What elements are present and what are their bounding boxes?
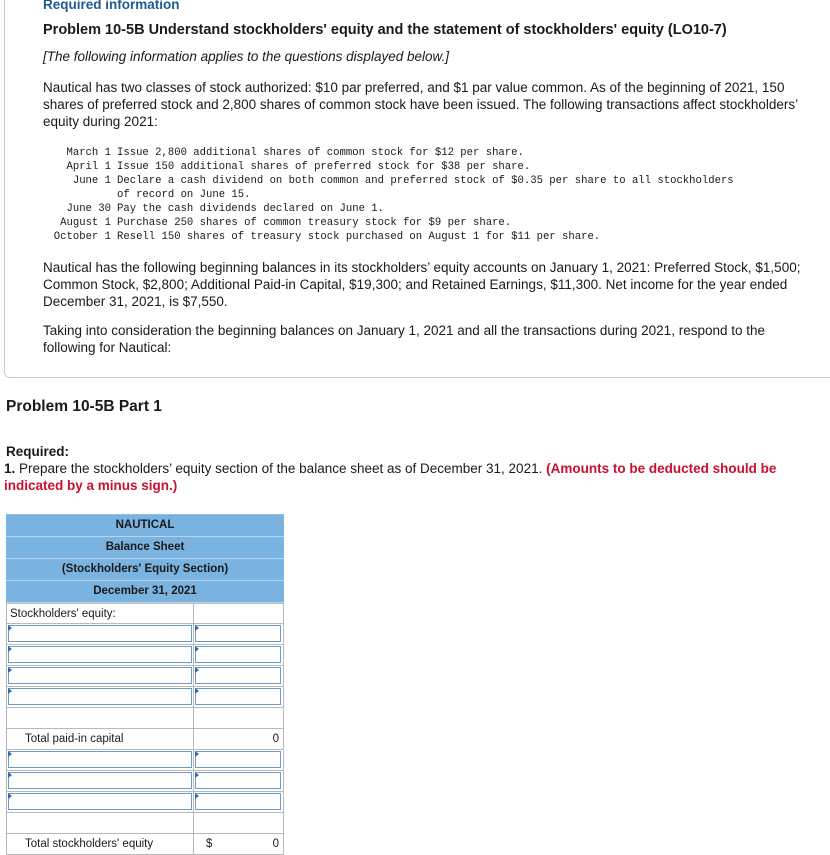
account-cell bbox=[6, 771, 194, 792]
dropdown-indicator-icon bbox=[8, 646, 12, 652]
transaction-date bbox=[43, 188, 117, 202]
amount-cell bbox=[194, 666, 284, 687]
dropdown-indicator-icon bbox=[8, 793, 12, 799]
required-label: Required: bbox=[6, 444, 70, 459]
input-indicator-icon bbox=[195, 646, 199, 652]
total-paid-in-row bbox=[6, 729, 284, 750]
total-equity-value: 0 bbox=[272, 838, 279, 850]
account-cell bbox=[6, 792, 194, 813]
total-equity-label: Total stockholders' equity bbox=[6, 834, 194, 855]
problem-title: Problem 10-5B Understand stockholders' equity and the statement of stockholders' equity (LO10-7) bbox=[43, 22, 727, 38]
amount-input[interactable] bbox=[195, 793, 281, 810]
spacer-row bbox=[6, 708, 284, 729]
table-row bbox=[6, 792, 284, 813]
amount-input[interactable] bbox=[195, 772, 281, 789]
dropdown-indicator-icon bbox=[8, 751, 12, 757]
respond-paragraph: Taking into consideration the beginning balances on January 1, 2021 and all the transactions during 2021, respond to the following for Nautical: bbox=[43, 323, 766, 355]
input-indicator-icon bbox=[195, 772, 199, 778]
spacer-row bbox=[6, 813, 284, 834]
empty-cell bbox=[194, 603, 284, 624]
dropdown-indicator-icon bbox=[8, 667, 12, 673]
instruction bbox=[4, 460, 814, 494]
amount-input[interactable] bbox=[195, 625, 281, 642]
input-indicator-icon bbox=[195, 751, 199, 757]
instruction-text: Prepare the stockholders’ equity section of the balance sheet as of December 31, 2021. bbox=[15, 461, 547, 476]
account-cell bbox=[6, 624, 194, 645]
account-dropdown[interactable] bbox=[8, 625, 192, 642]
balance-sheet-worksheet bbox=[6, 514, 284, 855]
transaction-text: Issue 150 additional shares of preferred stock for $38 per share. bbox=[117, 161, 531, 173]
total-equity-row bbox=[6, 834, 284, 855]
transaction-text: Purchase 250 shares of common treasury stock for $9 per share. bbox=[117, 217, 512, 229]
empty-cell bbox=[194, 813, 284, 834]
empty-cell bbox=[194, 708, 284, 729]
amount-cell bbox=[194, 624, 284, 645]
transaction-row bbox=[43, 202, 734, 216]
transaction-date: April 1 bbox=[66, 161, 111, 173]
transaction-row bbox=[43, 230, 734, 244]
amount-cell bbox=[194, 645, 284, 666]
transaction-row bbox=[43, 146, 734, 160]
intro-paragraph: Nautical has two classes of stock authorized: $10 par preferred, and $1 par value common. As of the beginning of 2021, 150 shares of preferred stock and 2,800 shares of common stock have been issued. The following transactions affect stockholders’ equity during 2021: bbox=[43, 80, 798, 129]
transaction-text: Pay the cash dividends declared on June 1. bbox=[117, 203, 385, 215]
part-title: Problem 10-5B Part 1 bbox=[6, 398, 162, 415]
account-cell bbox=[6, 645, 194, 666]
transaction-date: August 1 bbox=[60, 217, 111, 229]
instruction-number: 1. bbox=[4, 461, 16, 476]
account-cell bbox=[6, 750, 194, 771]
amount-cell bbox=[194, 687, 284, 708]
total-paid-in-value: 0 bbox=[194, 729, 284, 750]
total-equity-value-cell bbox=[194, 834, 284, 855]
instruction-warning: (Amounts to be deducted should be indicated by a minus sign.) bbox=[4, 461, 777, 493]
beginning-balances-paragraph: Nautical has the following beginning balances in its stockholders’ equity accounts on January 1, 2021: Preferred Stock, $1,500; Common Stock, $2,800; Additional Paid-in Capital, $19,300; and Retained Earnings, $11,300. Net income for the year ended December 31, 2021, is $7,550. bbox=[43, 260, 801, 309]
table-row bbox=[6, 645, 284, 666]
section-name: (Stockholders' Equity Section) bbox=[6, 559, 284, 581]
equity-label: Stockholders' equity: bbox=[6, 603, 194, 624]
transaction-text: Resell 150 shares of treasury stock purchased on August 1 for $11 per share. bbox=[117, 231, 601, 243]
account-dropdown[interactable] bbox=[8, 793, 192, 810]
statement-name: Balance Sheet bbox=[6, 537, 284, 559]
input-indicator-icon bbox=[195, 688, 199, 694]
currency-symbol: $ bbox=[206, 838, 213, 850]
input-indicator-icon bbox=[195, 625, 199, 631]
account-cell bbox=[6, 687, 194, 708]
transaction-text: Declare a cash dividend on both common and preferred stock of $0.35 per share to all stockholders bbox=[117, 175, 734, 187]
transaction-text: Issue 2,800 additional shares of common stock for $12 per share. bbox=[117, 147, 524, 159]
amount-input[interactable] bbox=[195, 646, 281, 663]
empty-cell bbox=[6, 813, 194, 834]
transaction-row bbox=[43, 188, 734, 202]
account-dropdown[interactable] bbox=[8, 751, 192, 768]
amount-input[interactable] bbox=[195, 751, 281, 768]
table-row bbox=[6, 771, 284, 792]
account-dropdown[interactable] bbox=[8, 667, 192, 684]
dropdown-indicator-icon bbox=[8, 625, 12, 631]
input-indicator-icon bbox=[195, 667, 199, 673]
transaction-date: March 1 bbox=[66, 147, 111, 159]
amount-input[interactable] bbox=[195, 688, 281, 705]
transactions-list bbox=[43, 146, 734, 244]
table-row bbox=[6, 687, 284, 708]
account-dropdown[interactable] bbox=[8, 688, 192, 705]
applies-note: [The following information applies to the questions displayed below.] bbox=[43, 49, 449, 64]
transaction-date: June 1 bbox=[72, 175, 111, 187]
transaction-date: June 30 bbox=[66, 203, 111, 215]
input-indicator-icon bbox=[195, 793, 199, 799]
required-information-heading: Required information bbox=[43, 0, 180, 12]
required-information-panel bbox=[4, 0, 830, 378]
amount-cell bbox=[194, 771, 284, 792]
empty-cell bbox=[6, 708, 194, 729]
transaction-row bbox=[43, 174, 734, 188]
amount-input[interactable] bbox=[195, 667, 281, 684]
total-paid-in-label: Total paid-in capital bbox=[6, 729, 194, 750]
account-dropdown[interactable] bbox=[8, 772, 192, 789]
transaction-row bbox=[43, 160, 734, 174]
company-name: NAUTICAL bbox=[6, 514, 284, 537]
statement-date: December 31, 2021 bbox=[6, 581, 284, 603]
account-cell bbox=[6, 666, 194, 687]
transaction-date: October 1 bbox=[53, 231, 111, 243]
equity-header-row bbox=[6, 603, 284, 624]
dropdown-indicator-icon bbox=[8, 772, 12, 778]
transaction-text: of record on June 15. bbox=[117, 189, 251, 201]
account-dropdown[interactable] bbox=[8, 646, 192, 663]
transaction-row bbox=[43, 216, 734, 230]
amount-cell bbox=[194, 750, 284, 771]
table-row bbox=[6, 750, 284, 771]
table-row bbox=[6, 666, 284, 687]
amount-cell bbox=[194, 792, 284, 813]
dropdown-indicator-icon bbox=[8, 688, 12, 694]
table-row bbox=[6, 624, 284, 645]
